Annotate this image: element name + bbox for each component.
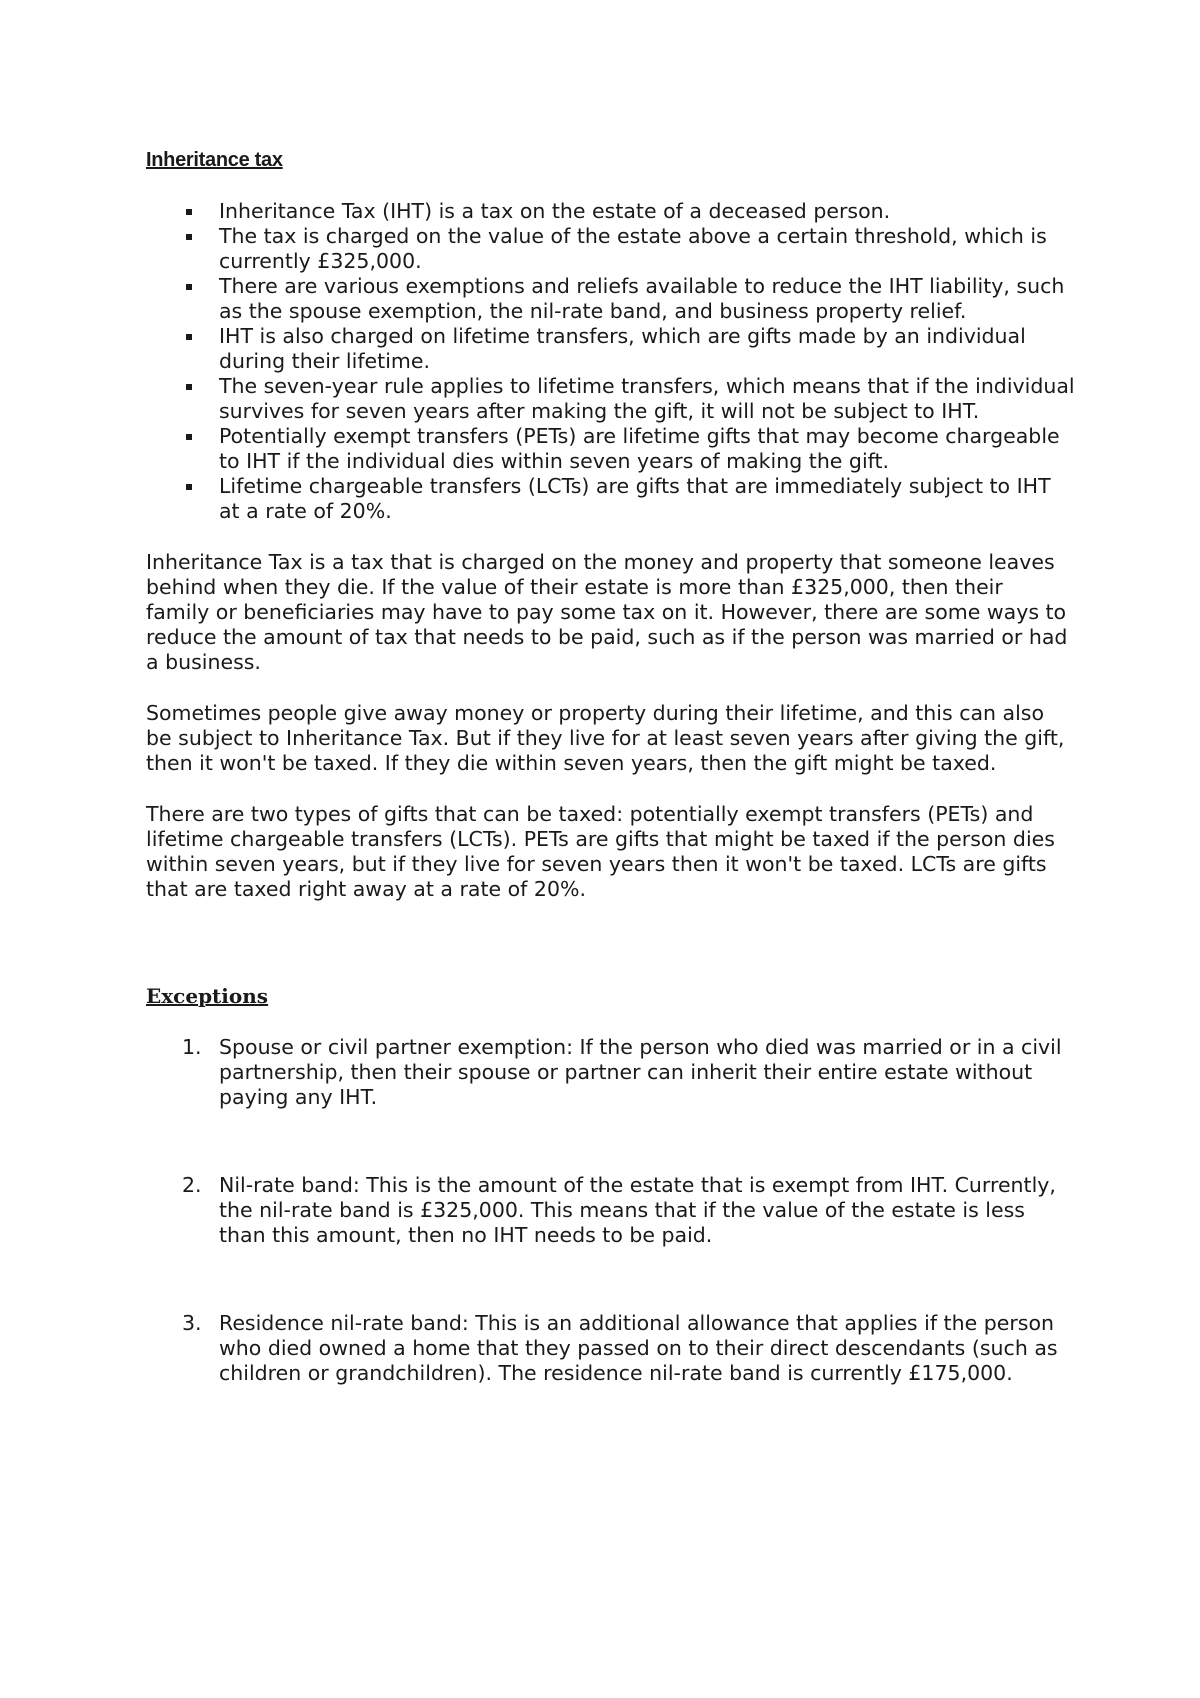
- heading-inheritance-tax: Inheritance tax: [146, 149, 283, 171]
- list-item: [146, 424, 1076, 474]
- list-item: [146, 199, 1076, 224]
- exceptions-list: [146, 1035, 1076, 1386]
- heading-exceptions: Exceptions: [146, 984, 269, 1008]
- paragraph-gift-types: There are two types of gifts that can be taxed: potentially exempt transfers (PETs) and lifetime chargeable transfers (LCTs). PETs are gifts that might be taxed if the person dies within seven years, but if they live for seven years then it won't be taxed. LCTs are gifts that are taxed right away at a rate of 20%.: [146, 802, 1055, 901]
- list-item: [146, 374, 1076, 424]
- list-item: [146, 224, 1076, 274]
- list-item-text: The tax is charged on the value of the estate above a certain threshold, which is currently £325,000.: [219, 224, 1047, 273]
- list-number: 3.: [182, 1311, 202, 1335]
- list-item: [146, 274, 1076, 324]
- list-item-text: There are various exemptions and reliefs available to reduce the IHT liability, such as the spouse exemption, the nil-rate band, and business property relief.: [219, 274, 1065, 323]
- list-item: [146, 1173, 1076, 1248]
- paragraph-overview: Inheritance Tax is a tax that is charged on the money and property that someone leaves behind when they die. If the value of their estate is more than £325,000, then their family or beneficiaries may have to pay some tax on it. However, there are some ways to reduce the amount of tax that needs to be paid, such as if the person was married or had a business.: [146, 550, 1068, 674]
- list-item-text: Lifetime chargeable transfers (LCTs) are gifts that are immediately subject to IHT at a rate of 20%.: [219, 474, 1051, 523]
- list-item: [146, 324, 1076, 374]
- bullet-icon: [186, 384, 192, 390]
- list-item-text: Inheritance Tax (IHT) is a tax on the estate of a deceased person.: [219, 199, 891, 223]
- paragraph-lifetime-gifts: Sometimes people give away money or property during their lifetime, and this can also be subject to Inheritance Tax. But if they live for at least seven years after giving the gift, then it won't be taxed. If they die within seven years, then the gift might be taxed.: [146, 701, 1065, 775]
- spacer: [146, 928, 1076, 984]
- list-item-text: The seven-year rule applies to lifetime transfers, which means that if the individual survives for seven years after making the gift, it will not be subject to IHT.: [219, 374, 1075, 423]
- list-number: 1.: [182, 1035, 202, 1059]
- list-item: [146, 474, 1076, 524]
- list-number: 2.: [182, 1173, 202, 1197]
- bullet-icon: [186, 484, 192, 490]
- list-item-text: Potentially exempt transfers (PETs) are lifetime gifts that may become chargeable to IHT if the individual dies within seven years of making the gift.: [219, 424, 1060, 473]
- list-item-text: Spouse or civil partner exemption: If the person who died was married or in a civil partnership, then their spouse or partner can inherit their entire estate without paying any IHT.: [219, 1035, 1062, 1109]
- list-item-text: Residence nil-rate band: This is an additional allowance that applies if the person who died owned a home that they passed on to their direct descendants (such as children or grandchildren). The residence nil-rate band is currently £175,000.: [219, 1311, 1058, 1385]
- bullet-icon: [186, 234, 192, 240]
- summary-bullet-list: [146, 199, 1076, 524]
- bullet-icon: [186, 334, 192, 340]
- list-item-text: Nil-rate band: This is the amount of the estate that is exempt from IHT. Currently, the nil-rate band is £325,000. This means that if the value of the estate is less than this amount, then no IHT needs to be paid.: [219, 1173, 1056, 1247]
- bullet-icon: [186, 209, 192, 215]
- bullet-icon: [186, 434, 192, 440]
- list-item-text: IHT is also charged on lifetime transfers, which are gifts made by an individual during their lifetime.: [219, 324, 1026, 373]
- bullet-icon: [186, 284, 192, 290]
- document-content: [146, 148, 1076, 1449]
- list-item: [146, 1311, 1076, 1386]
- list-item: [146, 1035, 1076, 1110]
